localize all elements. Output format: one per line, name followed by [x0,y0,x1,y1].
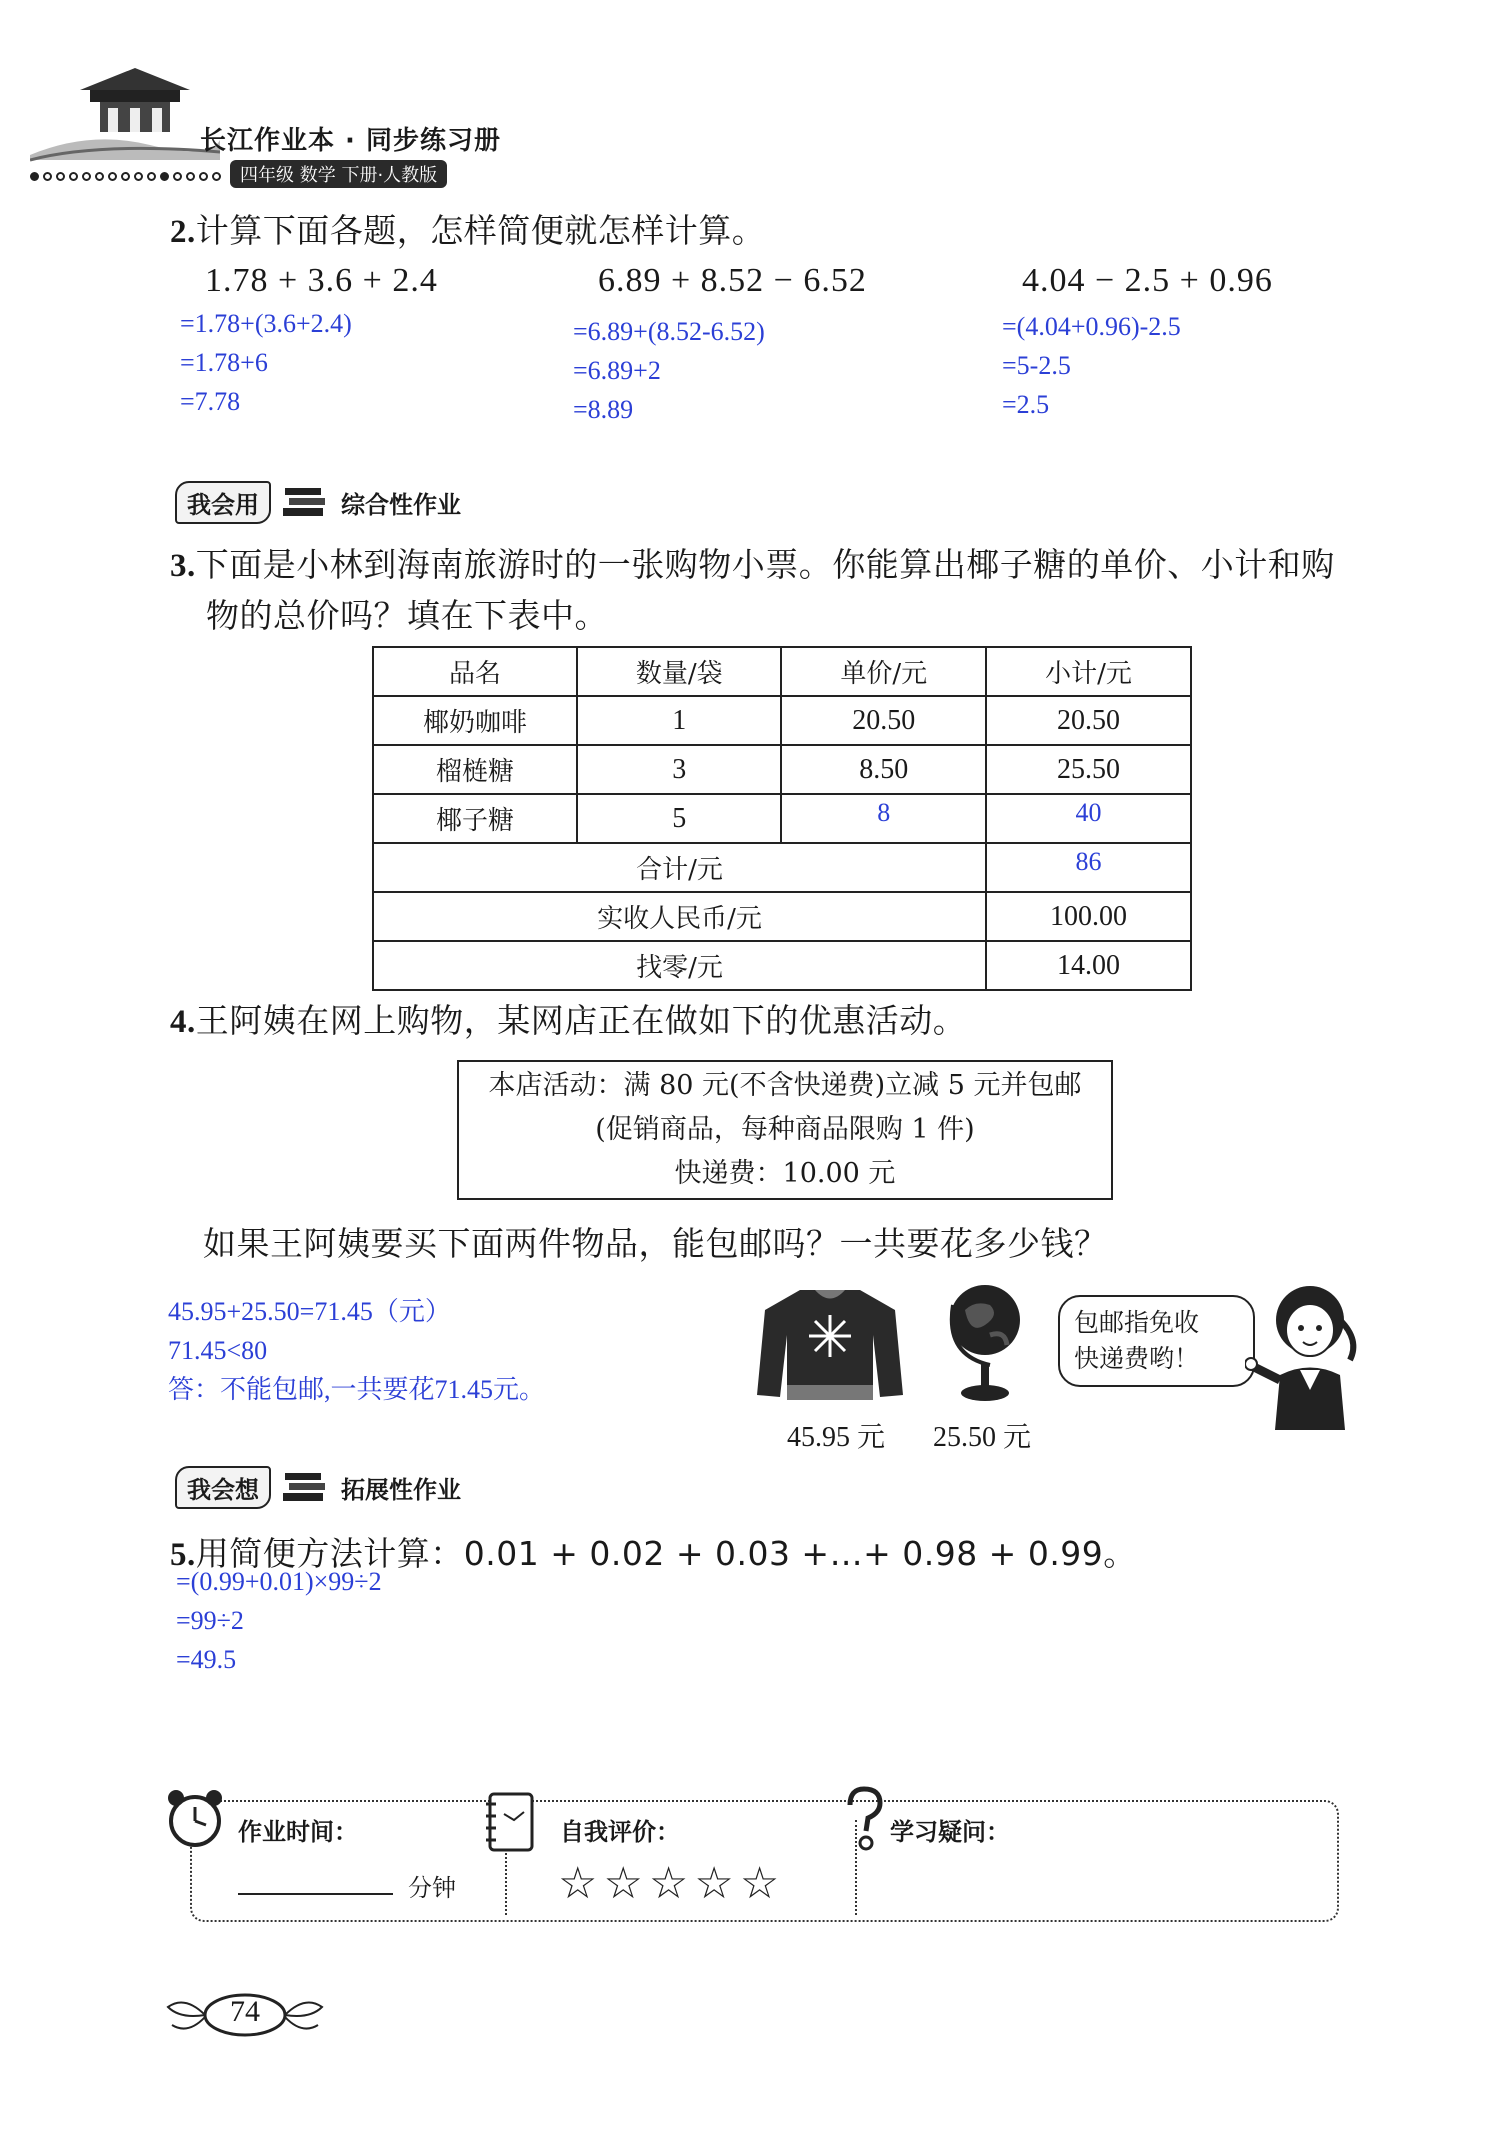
q4-answer [168,1292,545,1409]
girl-illustration-icon [1245,1280,1365,1430]
item-name: 椰子糖 [373,794,577,843]
change-row [373,941,1191,990]
building-logo-icon [30,60,220,170]
step: =7.78 [180,387,241,416]
minutes-label: 分钟 [408,1874,456,1902]
section-label: 我会用 [175,481,271,524]
header [30,60,530,190]
item-subtotal-cell [986,794,1191,843]
step: =(4.04+0.96)-2.5 [1002,312,1181,341]
q4-title [170,995,966,1042]
q2-prompt: 计算下面各题，怎样简便就怎样计算。 [195,211,766,250]
sweater-price: 45.95 元 [787,1422,886,1453]
sweater-icon [755,1285,905,1410]
table-row [373,696,1191,745]
q2-problem-3: 4.04 − 2.5 + 0.96 [1022,262,1273,299]
globe-icon [945,1265,1025,1415]
page-number: 74 [230,1995,260,2028]
alarm-clock-icon [162,1785,228,1851]
q5-prompt: 用简便方法计算：0.01 + 0.02 + 0.03 +…+ 0.98 + 0.99。 [195,1534,1137,1573]
section-subtitle: 拓展性作业 [341,1475,461,1504]
column-header: 数量/袋 [577,647,781,696]
step: =1.78+6 [180,348,268,377]
table-header-row [373,647,1191,696]
bubble-line: 快递费哟！ [1074,1344,1200,1373]
item-subtotal: 25.50 [986,745,1191,794]
receipt-table [372,646,1192,991]
total-row [373,843,1191,892]
table-row [373,794,1191,843]
item-price: 20.50 [781,696,986,745]
q4-question: 如果王阿姨要买下面两件物品，能包邮吗？一共要花多少钱？ [203,1224,1108,1263]
answer-price: 8 [877,797,891,827]
promo-line: (促销商品，每种商品限购 1 件) [595,1114,975,1145]
question-label: 学习疑问： [890,1818,1010,1846]
star-rating-icon[interactable]: ☆ [694,1858,734,1909]
q3-title [170,540,1390,641]
answer-line: 45.95+25.50=71.45（元） [168,1297,451,1326]
q3-number: 3. [170,548,196,584]
column-header: 小计/元 [986,647,1191,696]
promo-line: 本店活动：满 80 元(不含快递费)立减 5 元并包邮 [488,1070,1082,1101]
rating-stars [558,1858,779,1909]
item-qty: 3 [577,745,781,794]
section-think [175,1465,461,1509]
step: =1.78+(3.6+2.4) [180,309,352,338]
time-label: 作业时间： [238,1818,358,1846]
section-subtitle: 综合性作业 [341,490,461,519]
q2-answer-3 [1002,307,1181,424]
section-label: 我会想 [175,1466,271,1509]
star-rating-icon[interactable]: ☆ [558,1858,598,1909]
star-rating-icon[interactable]: ☆ [739,1858,780,1909]
section-apply [175,480,461,524]
paid-row [373,892,1191,941]
answer-line: 答：不能包邮,一共要花71.45元。 [168,1375,546,1404]
bubble-line: 包邮指免收 [1074,1308,1200,1337]
star-rating-icon[interactable]: ☆ [603,1858,643,1909]
paid-label: 实收人民币/元 [373,892,986,941]
total-label: 合计/元 [373,843,986,892]
book-title: 长江作业本 · 同步练习册 [200,126,501,156]
grade-band: 四年级 数学 下册·人教版 [230,160,447,188]
item-name: 榴梿糖 [373,745,577,794]
answer-total: 86 [1075,846,1102,876]
step: =8.89 [573,395,634,424]
page-number-ornament [160,1985,330,2045]
table-row [373,745,1191,794]
q5-answer [176,1562,382,1679]
step: =6.89+2 [573,356,661,385]
q2-problem-2: 6.89 + 8.52 − 6.52 [598,262,867,299]
q2-answer-2 [573,312,765,429]
item-qty: 1 [577,696,781,745]
item-name: 椰奶咖啡 [373,696,577,745]
promo-line: 快递费：10.00 元 [674,1158,896,1189]
q3-line1: 下面是小林到海南旅游时的一张购物小票。你能算出椰子糖的单价、小计和购 [195,545,1335,584]
globe-price: 25.50 元 [933,1422,1032,1453]
star-rating-icon[interactable]: ☆ [648,1858,689,1909]
q2-title [170,205,765,252]
q3-line2: 物的总价吗？填在下表中。 [206,596,608,635]
column-header: 单价/元 [781,647,986,696]
item-price: 8.50 [781,745,986,794]
books-icon [281,482,331,522]
step: =2.5 [1002,390,1050,419]
books-icon [281,1467,331,1507]
question-mark-icon [842,1785,886,1855]
time-input-line[interactable] [238,1893,393,1895]
q2-number: 2. [170,214,196,250]
step: =49.5 [176,1645,237,1674]
q2-answer-1 [180,304,352,421]
change-value: 14.00 [986,941,1191,990]
step: =6.89+(8.52-6.52) [573,317,765,346]
item-subtotal: 20.50 [986,696,1191,745]
column-header: 品名 [373,647,577,696]
item-price-cell [781,794,986,843]
notebook-icon [484,1790,538,1854]
self-eval-label: 自我评价： [560,1818,680,1846]
total-cell [986,843,1191,892]
promo-box [457,1060,1113,1200]
answer-line: 71.45<80 [168,1336,268,1365]
step: =(0.99+0.01)×99÷2 [176,1567,382,1596]
q2-problem-1: 1.78 + 3.6 + 2.4 [205,262,438,299]
q5-number: 5. [170,1537,196,1573]
q4-number: 4. [170,1004,196,1040]
q4-prompt: 王阿姨在网上购物，某网店正在做如下的优惠活动。 [195,1001,967,1040]
step: =5-2.5 [1002,351,1071,380]
speech-bubble [1058,1295,1255,1387]
paid-value: 100.00 [986,892,1191,941]
header-dots [30,166,225,185]
answer-subtotal: 40 [1075,797,1102,827]
step: =99÷2 [176,1606,244,1635]
item-qty: 5 [577,794,781,843]
change-label: 找零/元 [373,941,986,990]
